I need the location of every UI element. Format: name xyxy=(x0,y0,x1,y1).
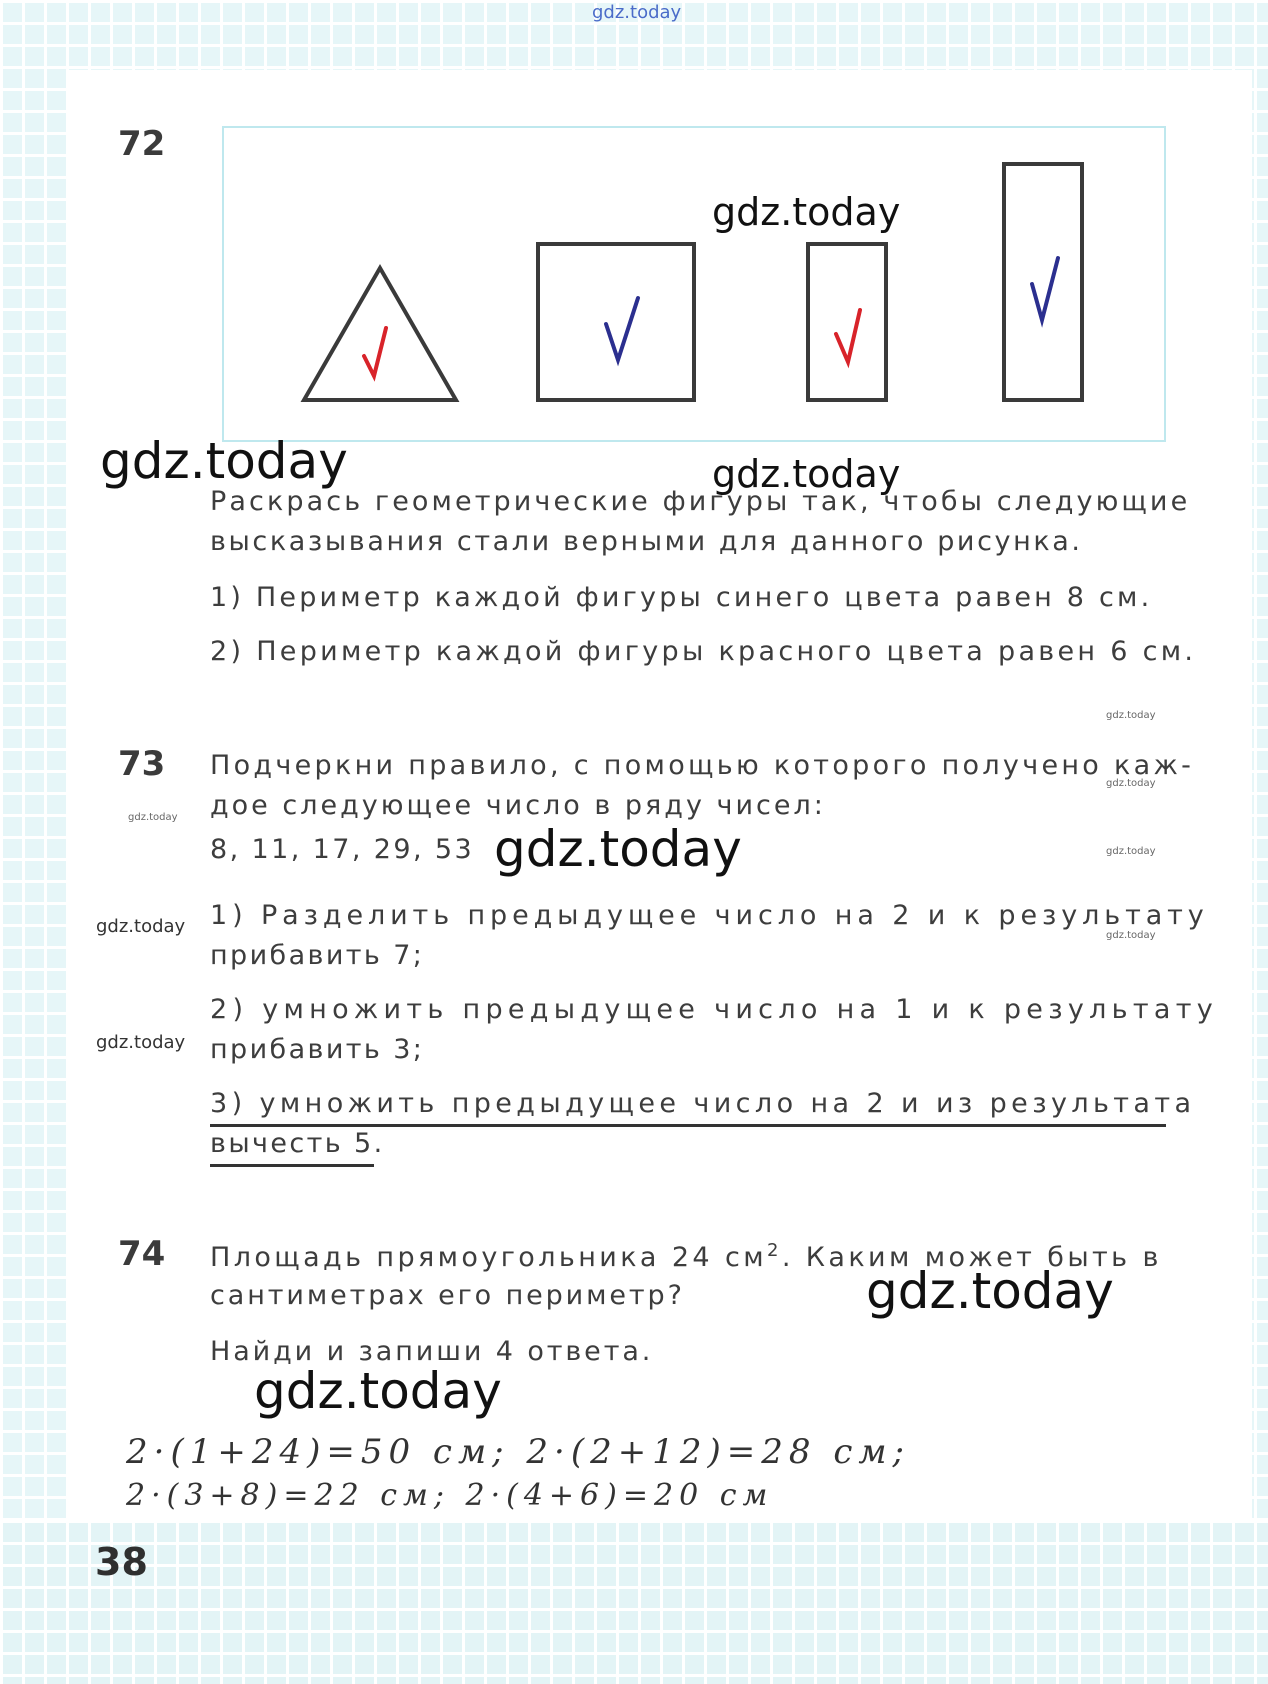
watermark-task74-center: gdz.today xyxy=(254,1362,502,1420)
task-73-sequence: 8, 11, 17, 29, 53 xyxy=(210,834,475,865)
task-74-text-line-1-a: Площадь прямоугольника 24 см xyxy=(210,1242,767,1273)
handwritten-answer-line-2: 2·(3+8)=22 см; 2·(4+6)=20 см xyxy=(126,1478,774,1513)
task-73-option-1-line-2: прибавить 7; xyxy=(210,940,425,971)
watermark-task73-center: gdz.today xyxy=(494,820,742,878)
check-mark-icon-square xyxy=(606,298,638,360)
task-72-text-line-1: Раскрась геометрические фигуры так, чтобы следующие xyxy=(210,486,1191,517)
watermark-tiny-1: gdz.today xyxy=(1106,710,1156,721)
check-mark-icon-tall-rectangle xyxy=(1032,258,1058,320)
task-72-figure-box xyxy=(222,126,1166,442)
triangle-shape xyxy=(304,268,456,400)
task-73-number: 73 xyxy=(118,744,166,784)
page-number: 38 xyxy=(95,1540,148,1584)
watermark-task72-right: gdz.today xyxy=(712,452,901,496)
watermark-left-small-73: gdz.today xyxy=(128,812,178,823)
answer-underline-2 xyxy=(210,1164,374,1167)
task-73-option-3-line-1: 3) умножить предыдущее число на 2 и из результата xyxy=(210,1088,1196,1119)
watermark-tiny-4: gdz.today xyxy=(1106,930,1156,941)
task-72-text-line-2: высказывания стали верными для данного рисунка. xyxy=(210,526,1083,557)
watermark-tiny-3: gdz.today xyxy=(1106,846,1156,857)
task-73-option-2-line-1: 2) умножить предыдущее число на 1 и к результату xyxy=(210,994,1219,1025)
task-74-text-line-3: Найди и запиши 4 ответа. xyxy=(210,1336,654,1367)
watermark-task72-inside: gdz.today xyxy=(712,190,901,234)
task-74-number: 74 xyxy=(118,1234,166,1274)
check-mark-icon-small-rectangle xyxy=(836,310,860,362)
bottom-grid-strip xyxy=(0,1520,1268,1684)
watermark-task72-left: gdz.today xyxy=(100,432,348,490)
check-mark-icon-triangle xyxy=(364,328,386,376)
handwritten-answer-line-1: 2·(1+24)=50 см; 2·(2+12)=28 см; xyxy=(126,1432,911,1472)
task-73-option-3-line-2: вычесть 5. xyxy=(210,1128,385,1159)
watermark-task74-right: gdz.today xyxy=(866,1262,1114,1320)
watermark-tiny-2: gdz.today xyxy=(1106,778,1156,789)
task-73-text-line-2: дое следующее число в ряду чисел: xyxy=(210,790,826,821)
small-rectangle-shape xyxy=(808,244,886,400)
task-72-shapes xyxy=(224,128,1164,440)
watermark-left-small-1: gdz.today xyxy=(96,916,186,937)
square-shape xyxy=(538,244,694,400)
tall-rectangle-shape xyxy=(1004,164,1082,400)
task-72-item-1: 1) Периметр каждой фигуры синего цвета равен 8 см. xyxy=(210,582,1153,613)
task-74-superscript: 2 xyxy=(766,1240,782,1261)
task-73-text-line-1: Подчеркни правило, с помощью которого получено каж- xyxy=(210,750,1195,781)
task-74-text-line-2: сантиметрах его периметр? xyxy=(210,1280,685,1311)
task-74-text-line-1-b: . Каким может быть в xyxy=(781,1242,1162,1273)
task-73-option-1-line-1: 1) Разделить предыдущее число на 2 и к результату xyxy=(210,900,1209,931)
answer-underline-1 xyxy=(210,1124,1166,1127)
watermark-left-small-2: gdz.today xyxy=(96,1032,186,1053)
watermark-top: gdz.today xyxy=(592,2,682,23)
task-72-item-2: 2) Периметр каждой фигуры красного цвета равен 6 см. xyxy=(210,636,1197,667)
task-72-number: 72 xyxy=(118,124,166,164)
task-73-option-2-line-2: прибавить 3; xyxy=(210,1034,425,1065)
